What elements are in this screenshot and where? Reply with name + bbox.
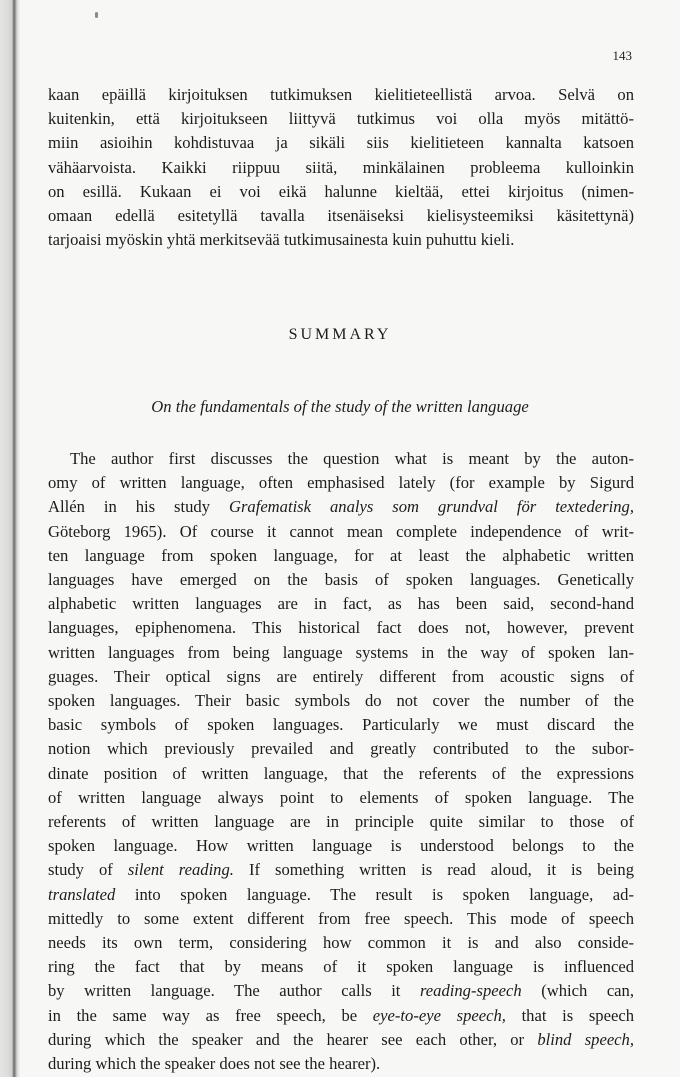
text-line: notion which previously prevailed and greatly contributed to the subor- — [48, 739, 634, 759]
text-line: referents of written language are in principle quite similar to those of — [48, 812, 634, 832]
text-line: tarjoaisi myöskin yhtä merkitsevää tutkimusainesta kuin puhuttu kieli. — [48, 230, 515, 250]
text-line: ring the fact that by means of it spoken language is influenced — [48, 957, 634, 977]
text-line: spoken language. How written language is understood belongs to the — [48, 836, 634, 856]
text-line: needs its own term, considering how common it is and also conside- — [48, 933, 634, 953]
section-subtitle: On the fundamentals of the study of the written language — [151, 397, 529, 416]
text-line: basic symbols of spoken languages. Particularly we must discard the — [48, 715, 634, 735]
text-line: guages. Their optical signs are entirely different from acoustic signs of — [48, 666, 634, 686]
text-line: languages, epiphenomena. This historical fact does not, however, prevent — [48, 618, 634, 638]
text-line: ten language from spoken language, for at least the alphabetic written — [48, 545, 634, 565]
italic-term: translated — [48, 884, 116, 904]
italic-term: silent reading. — [127, 860, 234, 880]
text-line: omy of written language, often emphasised lately (for example by Sigurd — [48, 473, 634, 493]
text-line: kaan epäillä kirjoituksen tutkimuksen kielitieteellistä arvoa. Selvä on — [48, 85, 634, 104]
text-line: kuitenkin, että kirjoitukseen liittyvä tutkimus voi olla myös mitättö- — [48, 109, 634, 129]
text-line: Allén in his study Grafematisk analys som grundval för textedering, — [48, 497, 634, 517]
text-line: languages have emerged on the basis of spoken languages. Genetically — [48, 570, 634, 590]
italic-term: eye-to-eye speech, — [372, 1005, 506, 1025]
text-line: of written language always point to elements of spoken language. The — [48, 787, 634, 807]
text-line: alphabetic written languages are in fact, as has been said, second-hand — [48, 594, 634, 614]
text-line: mittedly to some extent different from free speech. This mode of speech — [48, 908, 634, 928]
continuation-paragraph — [48, 83, 634, 252]
section-heading: SUMMARY — [288, 326, 392, 343]
text-line: Göteborg 1965). Of course it cannot mean complete independence of writ- — [48, 521, 634, 541]
text-line: omaan edellä esitetyllä tavalla itsenäiseksi kielisysteemiksi käsitettynä) — [48, 206, 634, 226]
text-line: study of silent reading. If something written is read aloud, it is being — [48, 860, 635, 880]
text-line: written languages from being language systems in the way of spoken lan- — [48, 642, 634, 662]
text-line: in the same way as free speech, be eye-to-eye speech, that is speech — [48, 1005, 634, 1025]
text-line: spoken languages. Their basic symbols do not cover the number of the — [48, 691, 634, 711]
scan-speck — [95, 12, 98, 18]
text-line: by written language. The author calls it reading-speech (which can, — [48, 981, 634, 1001]
text-line: The author first discusses the question what is meant by the auton- — [70, 449, 634, 468]
italic-term: Grafematisk analys som grundval för textedering, — [228, 497, 634, 517]
text-line: miin asioihin kohdistuvaa ja sikäli siis kielitieteen kannalta katsoen — [48, 133, 634, 153]
italic-term: reading-speech — [419, 981, 522, 1001]
page-number: 143 — [612, 48, 632, 63]
text-line: dinate position of written language, that the referents of the expressions — [48, 763, 634, 783]
text-line: during which the speaker and the hearer see each other, or blind speech, — [48, 1029, 634, 1049]
text-line: vähäarvoista. Kaikki riippuu siitä, minkälainen probleema kulloinkin — [48, 157, 634, 177]
italic-term: blind speech, — [537, 1029, 634, 1049]
book-gutter-shadow — [0, 0, 20, 1077]
text-line: during which the speaker does not see the hearer). — [48, 1054, 381, 1074]
summary-paragraph — [48, 447, 634, 1076]
text-line: translated into spoken language. The result is spoken language, ad- — [48, 884, 634, 904]
text-line: on esillä. Kukaan ei voi eikä halunne kieltää, ettei kirjoitus (nimen- — [48, 181, 634, 201]
